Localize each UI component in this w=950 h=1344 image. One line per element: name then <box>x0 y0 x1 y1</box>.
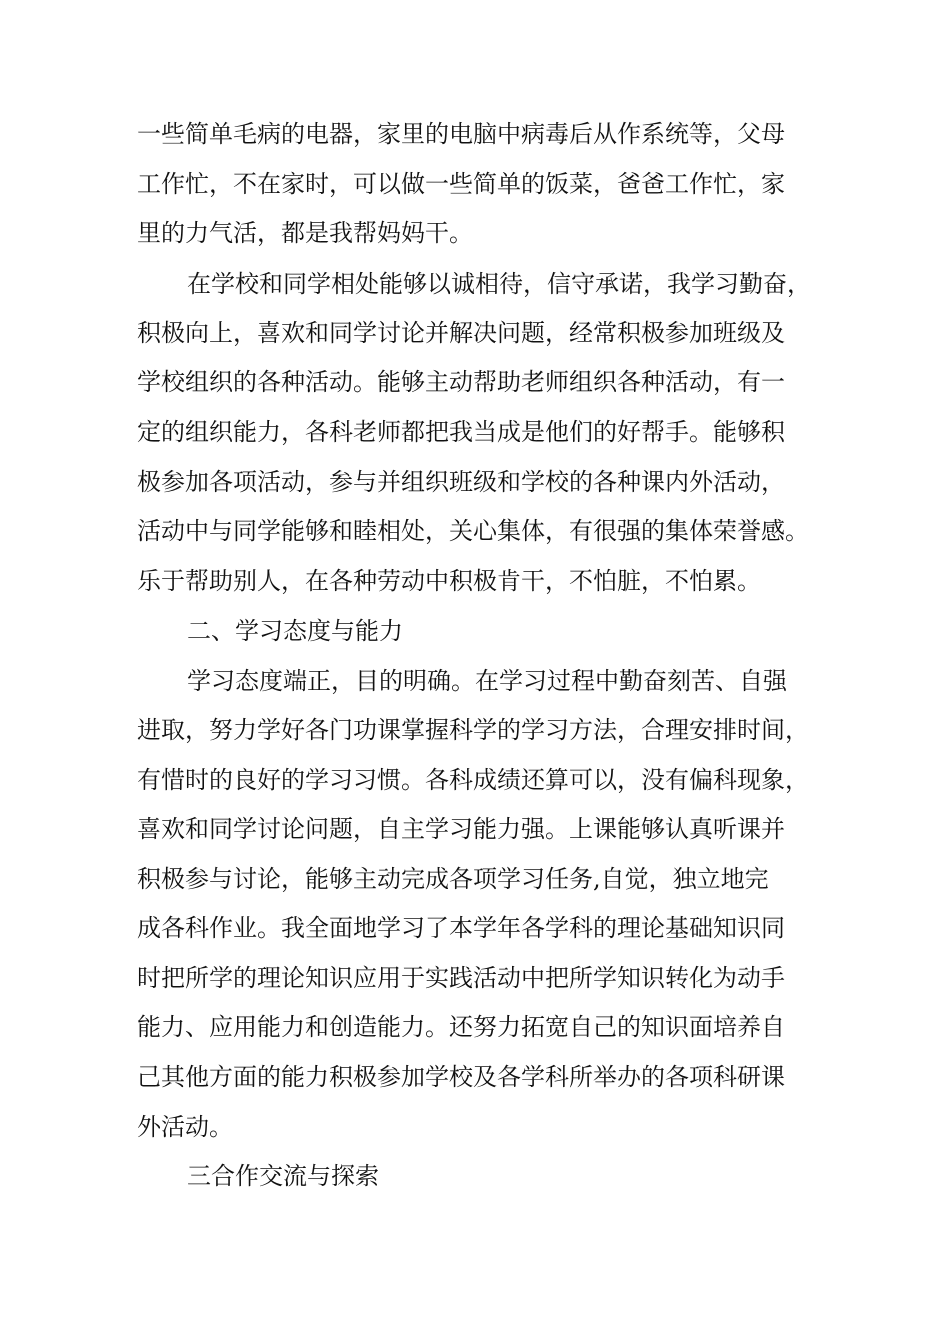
text-line: 己其他方面的能力积极参加学校及各学科所举办的各项科研课 <box>137 1063 785 1091</box>
text-line: 活动中与同学能够和睦相处，关心集体，有很强的集体荣誉感。 <box>137 517 809 545</box>
text-line: 乐于帮助别人，在各种劳动中积极肯干，不怕脏，不怕累。 <box>137 567 761 595</box>
paragraph-start-line: 学习态度端正，目的明确。在学习过程中勤奋刻苦、自强 <box>187 667 787 695</box>
text-line: 进取，努力学好各门功课掌握科学的学习方法，合理安排时间， <box>137 716 809 744</box>
section-heading: 二、学习态度与能力 <box>187 617 403 645</box>
text-line: 积极向上，喜欢和同学讨论并解决问题，经常积极参加班级及 <box>137 319 785 347</box>
section-heading: 三合作交流与探索 <box>187 1162 379 1190</box>
text-line: 能力、应用能力和创造能力。还努力拓宽自己的知识面培养自 <box>137 1013 785 1041</box>
paragraph-start-line: 在学校和同学相处能够以诚相待，信守承诺，我学习勤奋， <box>187 270 811 298</box>
text-line: 学校组织的各种活动。能够主动帮助老师组织各种活动，有一 <box>137 368 785 396</box>
text-line: 积极参与讨论，能够主动完成各项学习任务,自觉，独立地完 <box>137 865 769 893</box>
text-line: 喜欢和同学讨论问题，自主学习能力强。上课能够认真听课并 <box>137 815 785 843</box>
text-line: 外活动。 <box>137 1113 233 1141</box>
text-line: 极参加各项活动，参与并组织班级和学校的各种课内外活动， <box>137 468 785 496</box>
text-line: 时把所学的理论知识应用于实践活动中把所学知识转化为动手 <box>137 964 785 992</box>
text-line: 工作忙，不在家时，可以做一些简单的饭菜，爸爸工作忙，家 <box>137 170 785 198</box>
text-line: 有惜时的良好的学习习惯。各科成绩还算可以，没有偏科现象， <box>137 766 809 794</box>
text-line: 定的组织能力，各科老师都把我当成是他们的好帮手。能够积 <box>137 418 785 446</box>
text-line: 一些简单毛病的电器，家里的电脑中病毒后从作系统等，父母 <box>137 120 785 148</box>
text-line: 成各科作业。我全面地学习了本学年各学科的理论基础知识同 <box>137 914 785 942</box>
text-line: 里的力气活，都是我帮妈妈干。 <box>137 219 473 247</box>
